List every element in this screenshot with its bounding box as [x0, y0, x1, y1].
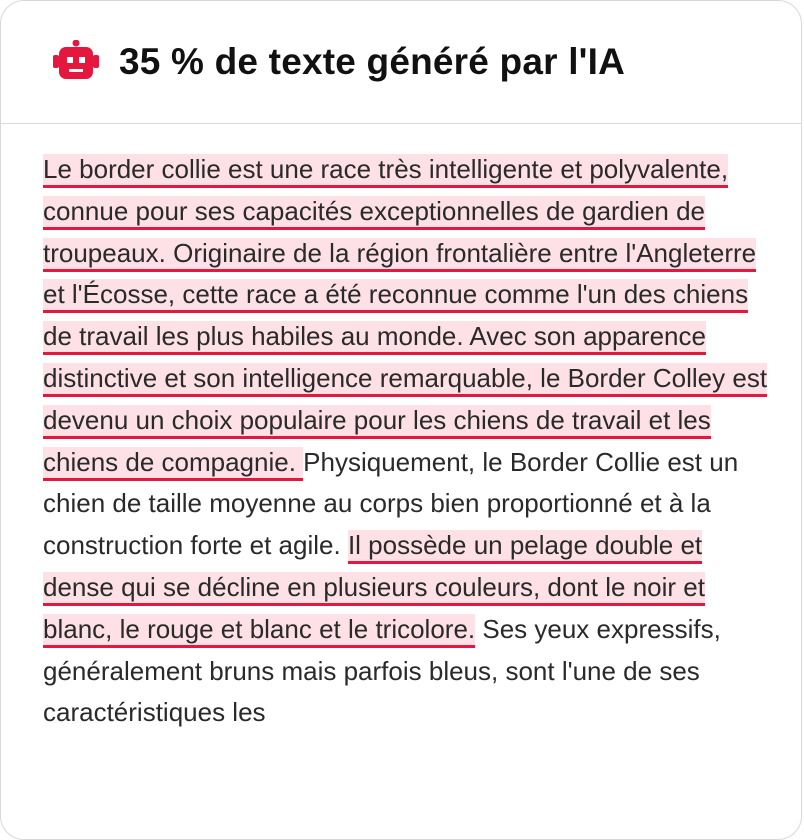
card-header — [1, 1, 801, 124]
ai-generated-segment[interactable]: Il possède un pelage double et dense qui se décline en plusieurs couleurs, dont le noir et blanc, le rouge et blanc et le tricolore. — [43, 530, 705, 648]
human-segment: Physiquement, le Border Collie est un chien de taille moyenne au corps bien proportionné et à la construction forte et agile. — [43, 446, 739, 561]
ai-generated-segment[interactable]: Le border collie est une race très intelligente et polyvalente, connue pour ses capacités exceptionnelles de gardien de troupeaux. Originaire de la région frontalière entre l'Angleterre et l'Écosse, cette race a été reconnue comme l'un des chiens de travail les plus habiles au monde. Avec son apparence distinctive et son intelligence remarquable, le Border Colley est devenu un choix populaire pour les chiens de travail et les chiens de compagnie. — [43, 154, 767, 481]
page-title: 35 % de texte généré par l'IA — [119, 41, 626, 82]
analyzed-text — [43, 149, 773, 734]
human-segment: Ses yeux expressifs, généralement bruns mais parfois bleus, sont l'une de ses caractéristiques les — [43, 613, 721, 728]
robot-icon — [53, 40, 99, 80]
